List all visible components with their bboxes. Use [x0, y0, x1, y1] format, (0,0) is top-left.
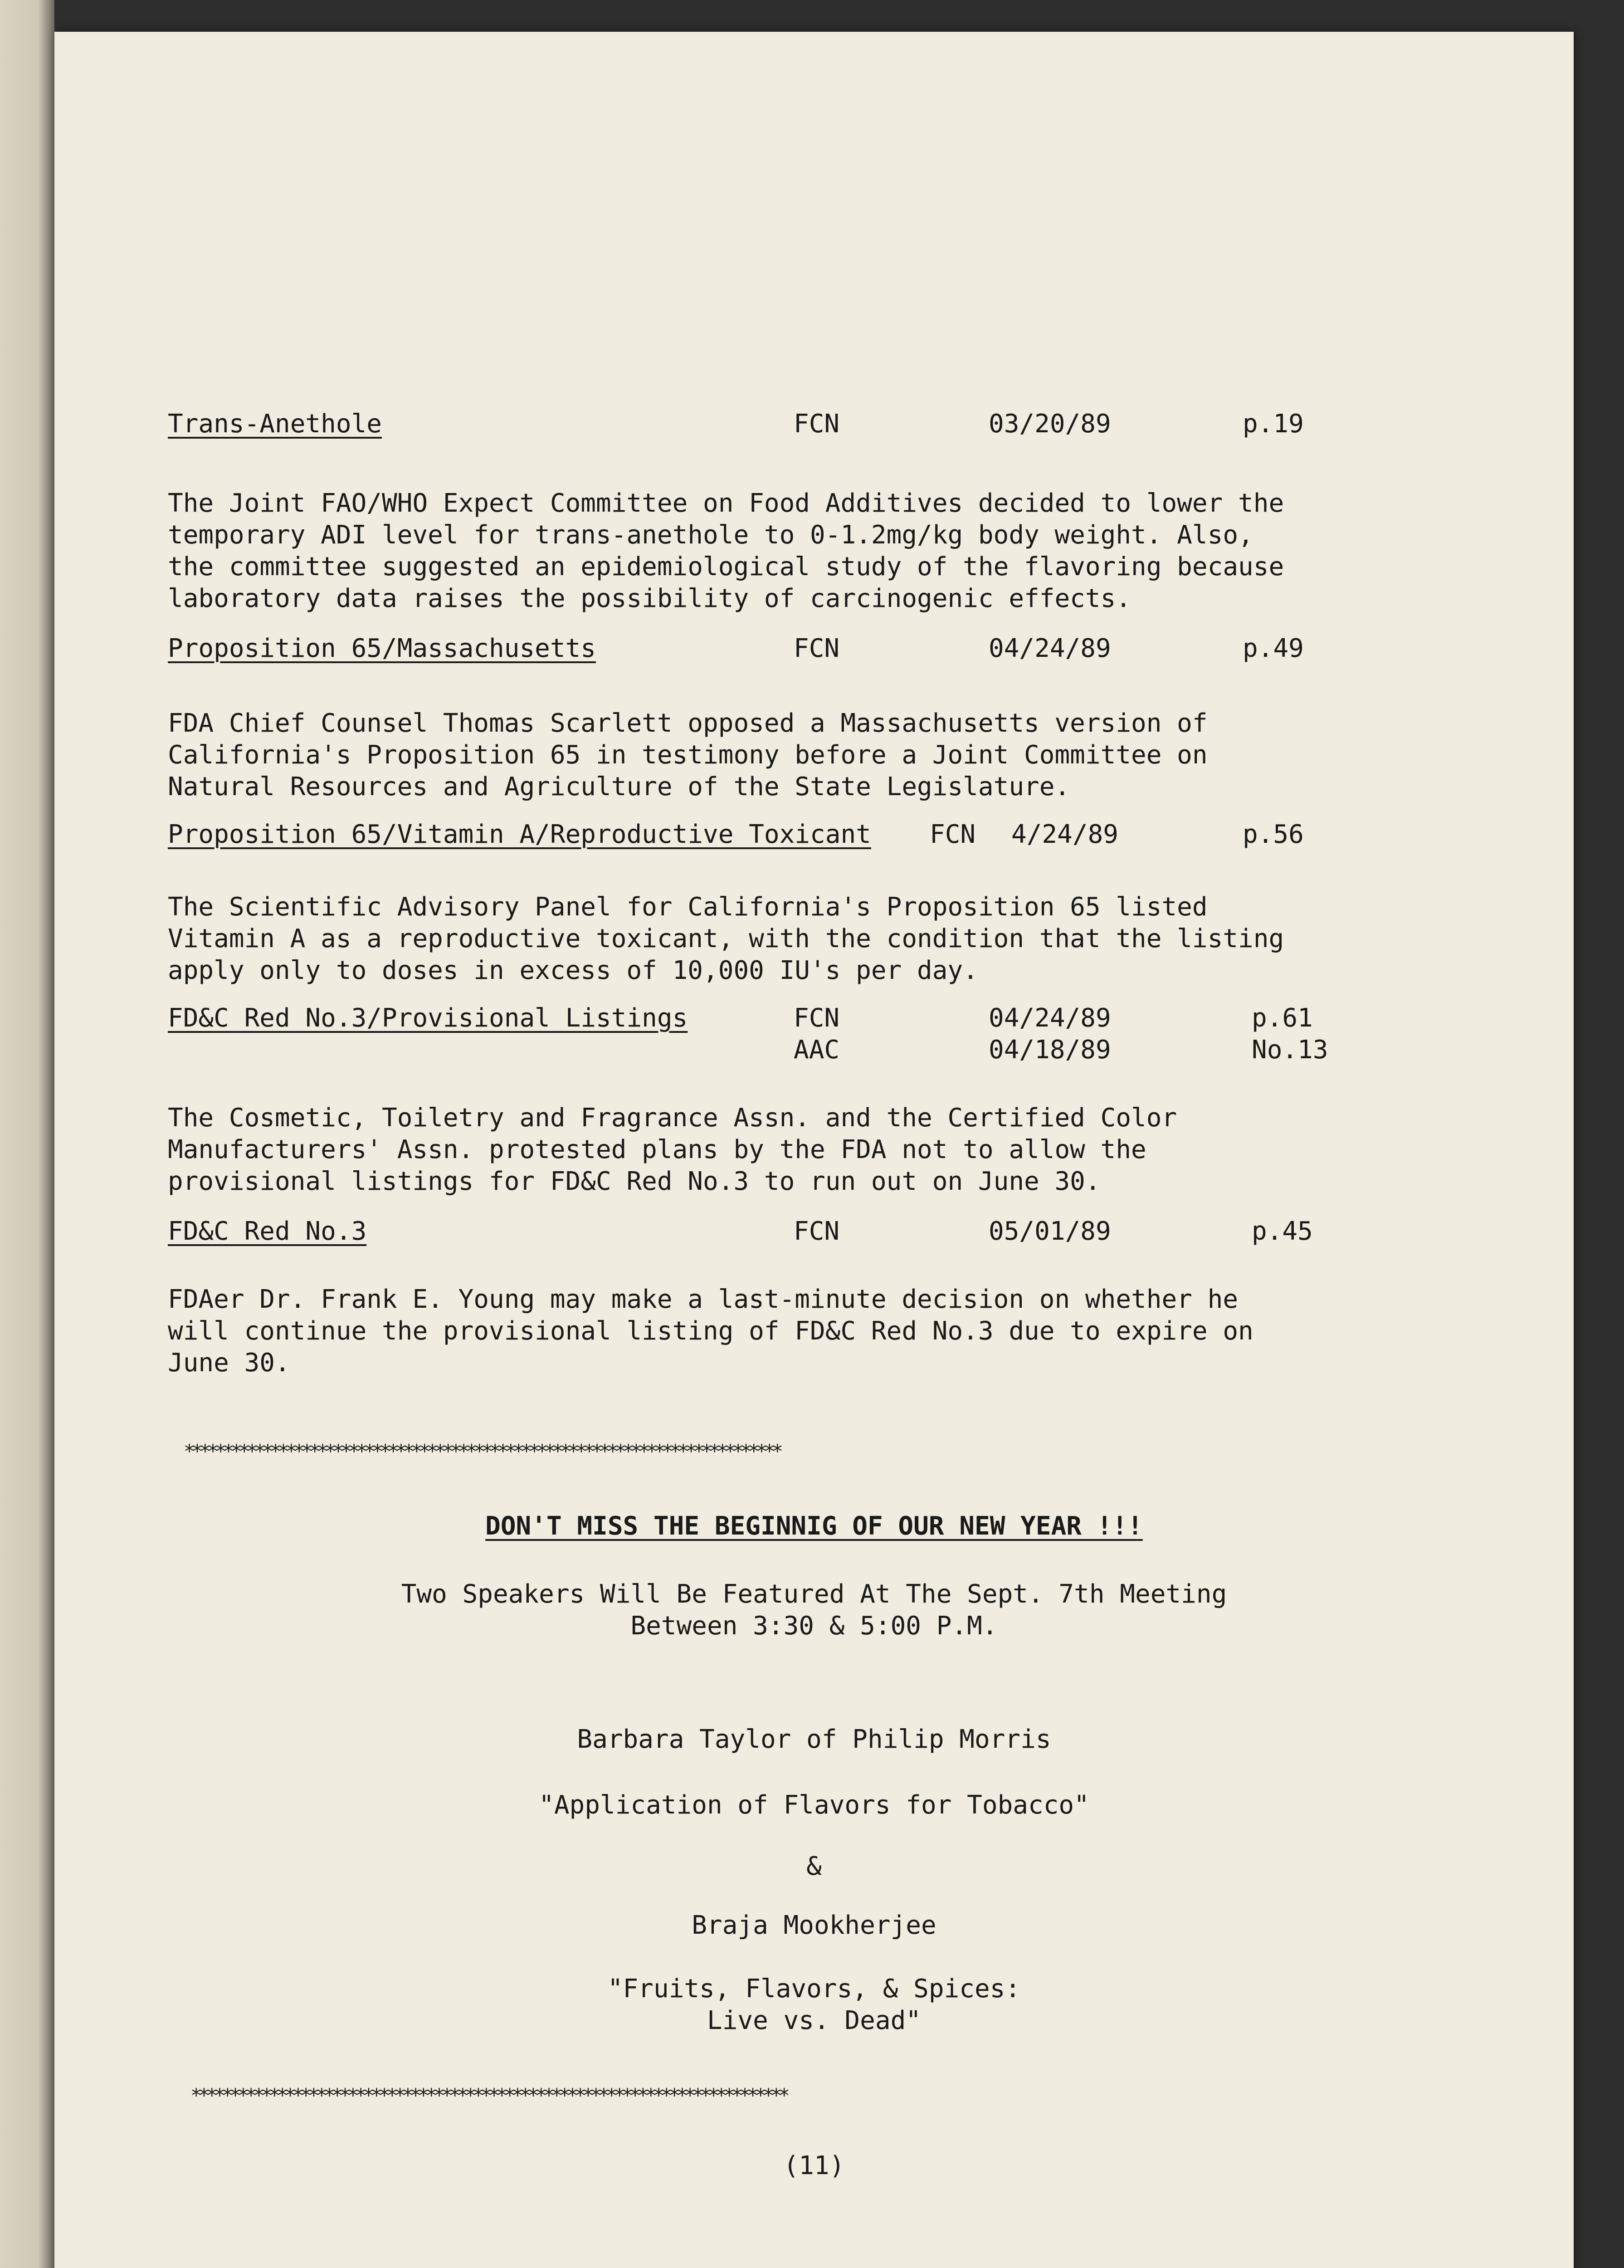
entry-body-line: FDA Chief Counsel Thomas Scarlett opposed a Massachusetts version of — [168, 709, 1208, 738]
entry-body-line: the committee suggested an epidemiological study of the flavoring because — [168, 552, 1284, 582]
entry-title: Proposition 65/Vitamin A/Reproductive Toxicant — [168, 820, 871, 849]
page-number: (11) — [783, 2151, 845, 2180]
entry-source: FCN — [794, 634, 840, 663]
entry-source: FCN — [794, 1217, 840, 1246]
entry-source: FCN — [794, 409, 840, 439]
ampersand: & — [806, 1852, 822, 1881]
announcement-line: Between 3:30 & 5:00 P.M. — [630, 1611, 998, 1641]
entry-body-line: laboratory data raises the possibility of carcinogenic effects. — [168, 584, 1131, 613]
entry-page: p.49 — [1243, 634, 1304, 663]
entry-date: 04/24/89 — [989, 634, 1111, 663]
announcement-heading: DON'T MISS THE BEGINNIG OF OUR NEW YEAR !!! — [485, 1511, 1143, 1541]
entry-source: AAC — [794, 1035, 840, 1065]
entry-body-line: California's Proposition 65 in testimony before a Joint Committee on — [168, 740, 1208, 770]
entry-body-line: Natural Resources and Agriculture of the State Legislature. — [168, 772, 1070, 802]
entry-date: 04/24/89 — [989, 1003, 1111, 1033]
entry-title: Proposition 65/Massachusetts — [168, 634, 596, 663]
entry-body-line: will continue the provisional listing of FD&C Red No.3 due to expire on — [168, 1316, 1253, 1346]
entry-page: p.56 — [1243, 820, 1304, 849]
entry-page: p.61 — [1252, 1003, 1313, 1033]
entry-title: FD&C Red No.3 — [168, 1217, 367, 1246]
entry-date: 4/24/89 — [1011, 820, 1119, 849]
entry-body-line: temporary ADI level for trans-anethole to 0-1.2mg/kg body weight. Also, — [168, 520, 1253, 550]
announcement-line: Two Speakers Will Be Featured At The Sept. 7th Meeting — [401, 1579, 1227, 1609]
talk-title: Live vs. Dead" — [707, 2006, 921, 2035]
talk-title: "Application of Flavors for Tobacco" — [539, 1790, 1089, 1820]
entry-body-line: June 30. — [168, 1348, 290, 1378]
asterisk-separator: **************************************************************************** — [184, 1440, 780, 1462]
entry-body-line: Manufacturers' Assn. protested plans by the FDA not to allow the — [168, 1135, 1146, 1164]
entry-title: FD&C Red No.3/Provisional Listings — [168, 1003, 688, 1033]
entry-date: 04/18/89 — [989, 1035, 1111, 1065]
binding-spine — [0, 0, 54, 2268]
entry-body-line: The Cosmetic, Toiletry and Fragrance Assn. and the Certified Color — [168, 1103, 1177, 1133]
speaker-name: Barbara Taylor of Philip Morris — [577, 1725, 1051, 1754]
entry-body-line: The Joint FAO/WHO Expect Committee on Food Additives decided to lower the — [168, 489, 1284, 518]
entry-page: No.13 — [1252, 1035, 1328, 1065]
entry-body-line: The Scientific Advisory Panel for California's Proposition 65 listed — [168, 892, 1208, 922]
entry-date: 05/01/89 — [989, 1217, 1111, 1246]
entry-source: FCN — [794, 1003, 840, 1033]
entry-body-line: FDAer Dr. Frank E. Young may make a last-minute decision on whether he — [168, 1285, 1239, 1314]
document-page — [54, 32, 1574, 2268]
entry-page: p.45 — [1252, 1217, 1313, 1246]
entry-page: p.19 — [1243, 409, 1304, 439]
speaker-name: Braja Mookherjee — [692, 1911, 936, 1940]
entry-body-line: apply only to doses in excess of 10,000 IU's per day. — [168, 956, 978, 985]
talk-title: "Fruits, Flavors, & Spices: — [607, 1974, 1021, 2004]
entry-date: 03/20/89 — [989, 409, 1111, 439]
asterisk-separator: **************************************************************************** — [190, 2084, 786, 2107]
entry-source: FCN — [930, 820, 976, 849]
entry-body-line: Vitamin A as a reproductive toxicant, with the condition that the listing — [168, 924, 1284, 953]
entry-body-line: provisional listings for FD&C Red No.3 to run out on June 30. — [168, 1167, 1101, 1196]
entry-title: Trans-Anethole — [168, 409, 382, 439]
